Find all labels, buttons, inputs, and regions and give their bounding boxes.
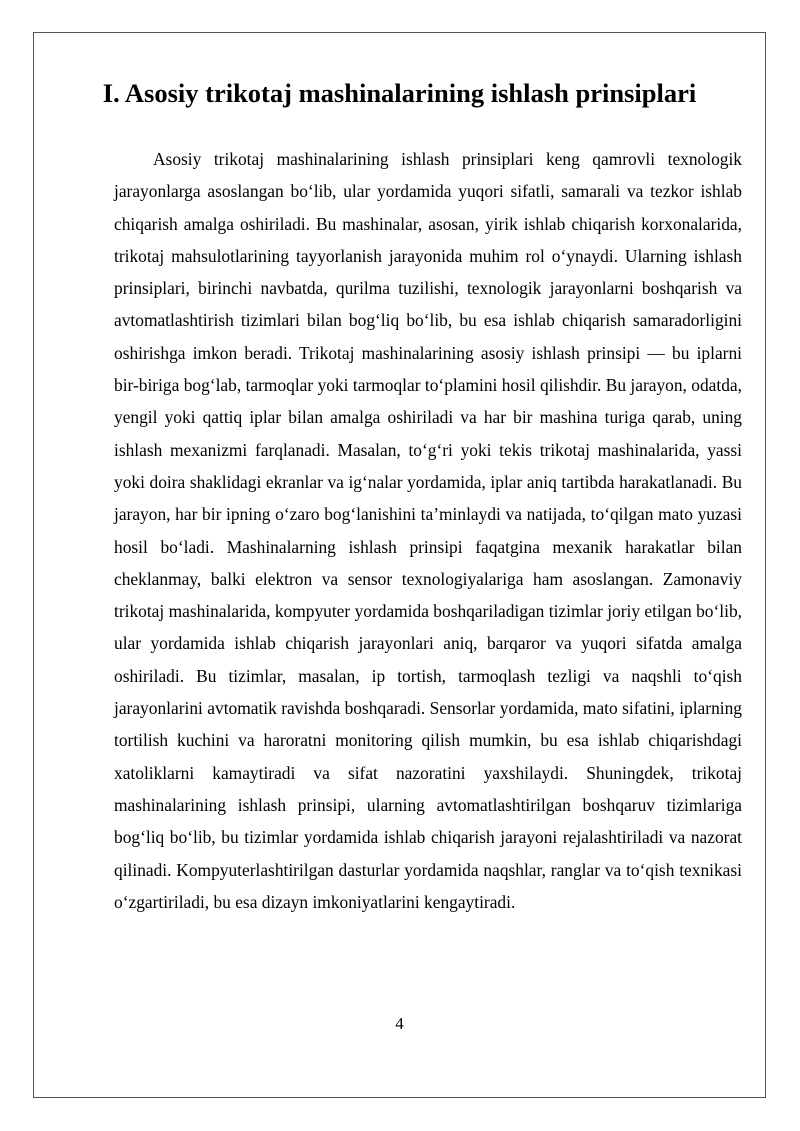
page-number: 4 xyxy=(395,1014,404,1033)
section-title: I. Asosiy trikotaj mashinalarining ishlash prinsiplari xyxy=(102,78,697,108)
body-paragraph: Asosiy trikotaj mashinalarining ishlash prinsiplari keng qamrovli texnologik jarayonlarga asoslangan bo‘lib, ular yordamida yuqori sifatli, samarali va tezkor ishlab chiqarish amalga oshiriladi. Bu mashinalar, asosan, yirik ishlab chiqarish korxonalarida, trikotaj mahsulotlarining tayyorlanish jarayonida muhim rol o‘ynaydi. Ularning ishlash prinsiplari, birinchi navbatda, qurilma tuzilishi, texnologik jarayonlarni boshqarish va avtomatlashtirish tizimlari bilan bog‘liq bo‘lib, bu esa ishlab chiqarish samaradorligini oshirishga imkon beradi. Trikotaj mashinalarining asosiy ishlash prinsipi — bu iplarni bir-biriga bog‘lab, tarmoqlar yoki tarmoqlar to‘plamini hosil qilishdir. Bu jarayon, odatda, yengil yoki qattiq iplar bilan amalga oshiriladi va har bir mashina turiga qarab, uning ishlash mexanizmi farqlanadi. Masalan, to‘g‘ri yoki tekis trikotaj mashinalarida, yassi yoki doira shaklidagi ekranlar va ig‘nalar yordamida, iplar aniq tartibda harakatlanadi. Bu jarayon, har bir ipning o‘zaro bog‘lanishini ta’minlaydi va natijada, to‘qilgan mato yuzasi hosil bo‘ladi. Mashinalarning ishlash prinsipi faqatgina mexanik harakatlar bilan cheklanmay, balki elektron va sensor texnologiyalariga ham asoslangan. Zamonaviy trikotaj mashinalarida, kompyuter yordamida boshqariladigan tizimlar joriy etilgan bo‘lib, ular yordamida ishlab chiqarish jarayonlari aniq, barqaror va yuqori sifatda amalga oshiriladi. Bu tizimlar, masalan, ip tortish, tarmoqlash tezligi va naqshli to‘qish jarayonlarini avtomatik ravishda boshqaradi. Sensorlar yordamida, mato sifatini, iplarning tortilish kuchini va haroratni monitoring qilish mumkin, bu esa ishlab chiqarishdagi xatoliklarni kamaytiradi va sifat nazoratini yaxshilaydi. Shuningdek, trikotaj mashinalarining ishlash prinsipi, ularning avtomatlashtirilgan boshqaruv tizimlariga bog‘liq bo‘lib, bu tizimlar yordamida ishlab chiqarish jarayoni rejalashtiriladi va nazorat qilinadi. Kompyuterlashtirilgan dasturlar yordamida naqshlar, ranglar va to‘qish texnikasi o‘zgartiriladi, bu esa dizayn imkoniyatlarini kengaytiradi. xyxy=(114,149,742,912)
